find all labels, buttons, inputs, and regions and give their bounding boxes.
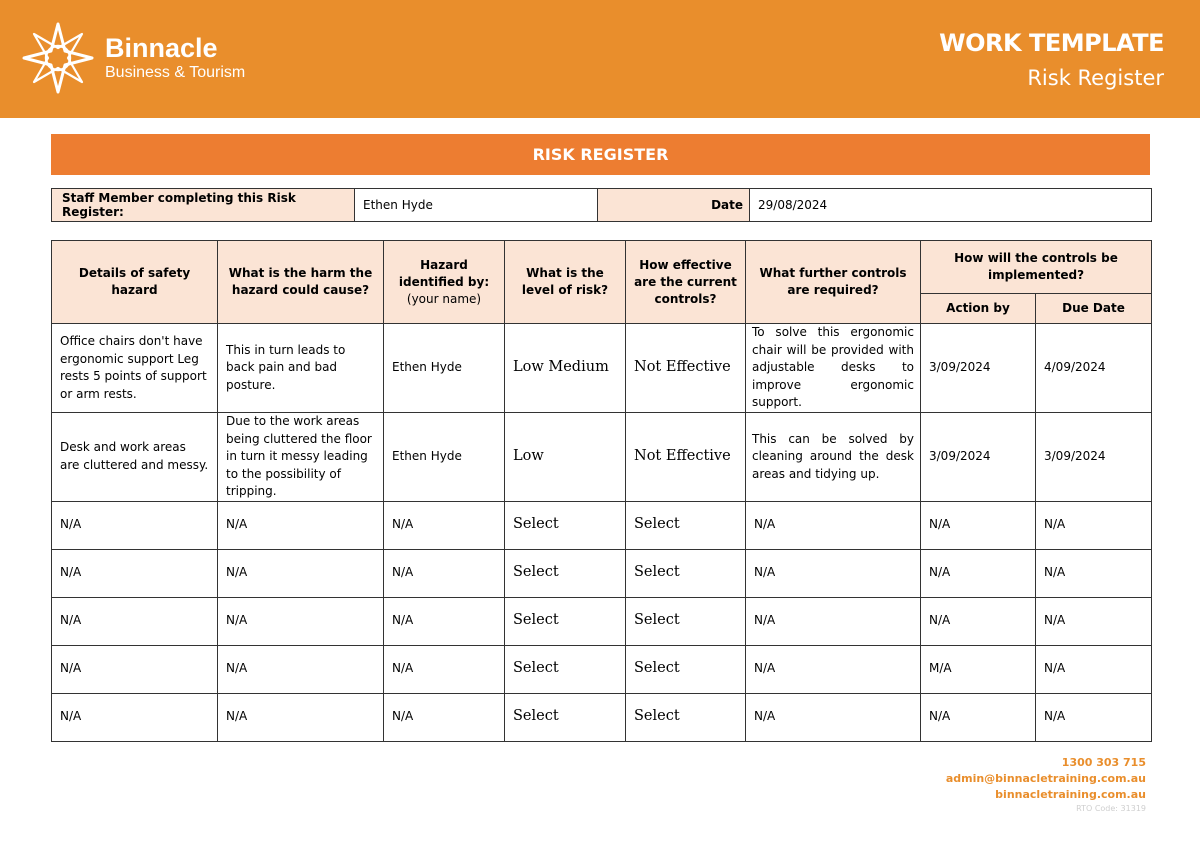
further-controls-cell[interactable]: N/A [746, 645, 921, 693]
phone-number: 1300 303 715 [1061, 756, 1146, 769]
header-further-controls: What further controls are required? [746, 241, 921, 324]
date-label: Date [598, 189, 750, 222]
details-cell[interactable]: N/A [52, 597, 218, 645]
action-by-cell[interactable]: N/A [921, 693, 1036, 741]
header-risk-level: What is the level of risk? [505, 241, 626, 324]
details-cell[interactable]: N/A [52, 645, 218, 693]
compass-star-icon [18, 18, 98, 98]
effectiveness-select[interactable]: Not Effective [626, 413, 746, 502]
identified-by-cell[interactable]: N/A [384, 693, 505, 741]
due-date-cell[interactable]: 3/09/2024 [1036, 413, 1152, 502]
harm-cell[interactable]: N/A [218, 645, 384, 693]
staff-name-field[interactable]: Ethen Hyde [355, 189, 598, 222]
details-cell[interactable]: N/A [52, 693, 218, 741]
brand-subtitle: Business & Tourism [105, 64, 246, 81]
due-date-cell[interactable]: 4/09/2024 [1036, 324, 1152, 413]
header-due-date: Due Date [1036, 294, 1152, 324]
action-by-cell[interactable]: 3/09/2024 [921, 324, 1036, 413]
date-field[interactable]: 29/08/2024 [750, 189, 1152, 222]
header-action-by: Action by [921, 294, 1036, 324]
table-row [52, 645, 1152, 693]
risk-level-select[interactable]: Select [505, 597, 626, 645]
due-date-cell[interactable]: N/A [1036, 549, 1152, 597]
document-name: Risk Register [1027, 66, 1164, 90]
table-row [52, 324, 1152, 413]
table-row [52, 413, 1152, 502]
risk-register-table [51, 240, 1152, 742]
harm-cell[interactable]: Due to the work areas being cluttered the floor in turn it messy leading to the possibility of tripping. [218, 413, 384, 502]
due-date-cell[interactable]: N/A [1036, 693, 1152, 741]
header-implementation: How will the controls be implemented? [921, 241, 1152, 294]
identified-by-cell[interactable]: Ethen Hyde [384, 324, 505, 413]
harm-cell[interactable]: N/A [218, 597, 384, 645]
due-date-cell[interactable]: N/A [1036, 645, 1152, 693]
effectiveness-select[interactable]: Select [626, 645, 746, 693]
details-cell[interactable]: N/A [52, 501, 218, 549]
identified-by-cell[interactable]: N/A [384, 549, 505, 597]
table-row [52, 693, 1152, 741]
page-title: RISK REGISTER [51, 134, 1150, 175]
effectiveness-select[interactable]: Not Effective [626, 324, 746, 413]
brand-name: Binnacle [105, 33, 218, 63]
identified-by-cell[interactable]: N/A [384, 645, 505, 693]
harm-cell[interactable]: This in turn leads to back pain and bad posture. [218, 324, 384, 413]
table-row [52, 597, 1152, 645]
further-controls-cell[interactable]: N/A [746, 549, 921, 597]
due-date-cell[interactable]: N/A [1036, 597, 1152, 645]
further-controls-cell[interactable]: This can be solved by cleaning around the desk areas and tidying up. [746, 413, 921, 502]
staff-info-table [51, 188, 1152, 222]
risk-level-select[interactable]: Low Medium [505, 324, 626, 413]
risk-level-select[interactable]: Select [505, 693, 626, 741]
further-controls-cell[interactable]: To solve this ergonomic chair will be provided with adjustable desks to improve ergonomic support. [746, 324, 921, 413]
website-link[interactable]: binnacletraining.com.au [995, 788, 1146, 801]
document-type: WORK TEMPLATE [939, 29, 1164, 57]
contact-footer [946, 755, 1146, 815]
header-identified-by-label: Hazard identified by: [398, 257, 490, 289]
due-date-cell[interactable]: N/A [1036, 501, 1152, 549]
further-controls-cell[interactable]: N/A [746, 501, 921, 549]
risk-level-select[interactable]: Low [505, 413, 626, 502]
harm-cell[interactable]: N/A [218, 501, 384, 549]
details-cell[interactable]: Office chairs don't have ergonomic support Leg rests 5 points of support or arm rests. [52, 324, 218, 413]
action-by-cell[interactable]: N/A [921, 597, 1036, 645]
action-by-cell[interactable]: N/A [921, 501, 1036, 549]
identified-by-cell[interactable]: Ethen Hyde [384, 413, 505, 502]
header-harm: What is the harm the hazard could cause? [218, 241, 384, 324]
identified-by-cell[interactable]: N/A [384, 501, 505, 549]
effectiveness-select[interactable]: Select [626, 501, 746, 549]
header-identified-by [384, 241, 505, 324]
risk-level-select[interactable]: Select [505, 549, 626, 597]
page-header [0, 0, 1200, 118]
risk-level-select[interactable]: Select [505, 501, 626, 549]
further-controls-cell[interactable]: N/A [746, 597, 921, 645]
email-link[interactable]: admin@binnacletraining.com.au [945, 772, 1146, 785]
table-row [52, 549, 1152, 597]
rto-code: RTO Code: 31319 [1076, 804, 1146, 813]
further-controls-cell[interactable]: N/A [746, 693, 921, 741]
details-cell[interactable]: Desk and work areas are cluttered and messy. [52, 413, 218, 502]
action-by-cell[interactable]: 3/09/2024 [921, 413, 1036, 502]
effectiveness-select[interactable]: Select [626, 693, 746, 741]
harm-cell[interactable]: N/A [218, 693, 384, 741]
header-details: Details of safety hazard [52, 241, 218, 324]
staff-label: Staff Member completing this Risk Register: [52, 189, 355, 222]
harm-cell[interactable]: N/A [218, 549, 384, 597]
table-row [52, 501, 1152, 549]
effectiveness-select[interactable]: Select [626, 549, 746, 597]
action-by-cell[interactable]: M/A [921, 645, 1036, 693]
header-effectiveness: How effective are the current controls? [626, 241, 746, 324]
header-identified-by-note: (your name) [406, 291, 482, 306]
action-by-cell[interactable]: N/A [921, 549, 1036, 597]
risk-level-select[interactable]: Select [505, 645, 626, 693]
effectiveness-select[interactable]: Select [626, 597, 746, 645]
identified-by-cell[interactable]: N/A [384, 597, 505, 645]
details-cell[interactable]: N/A [52, 549, 218, 597]
